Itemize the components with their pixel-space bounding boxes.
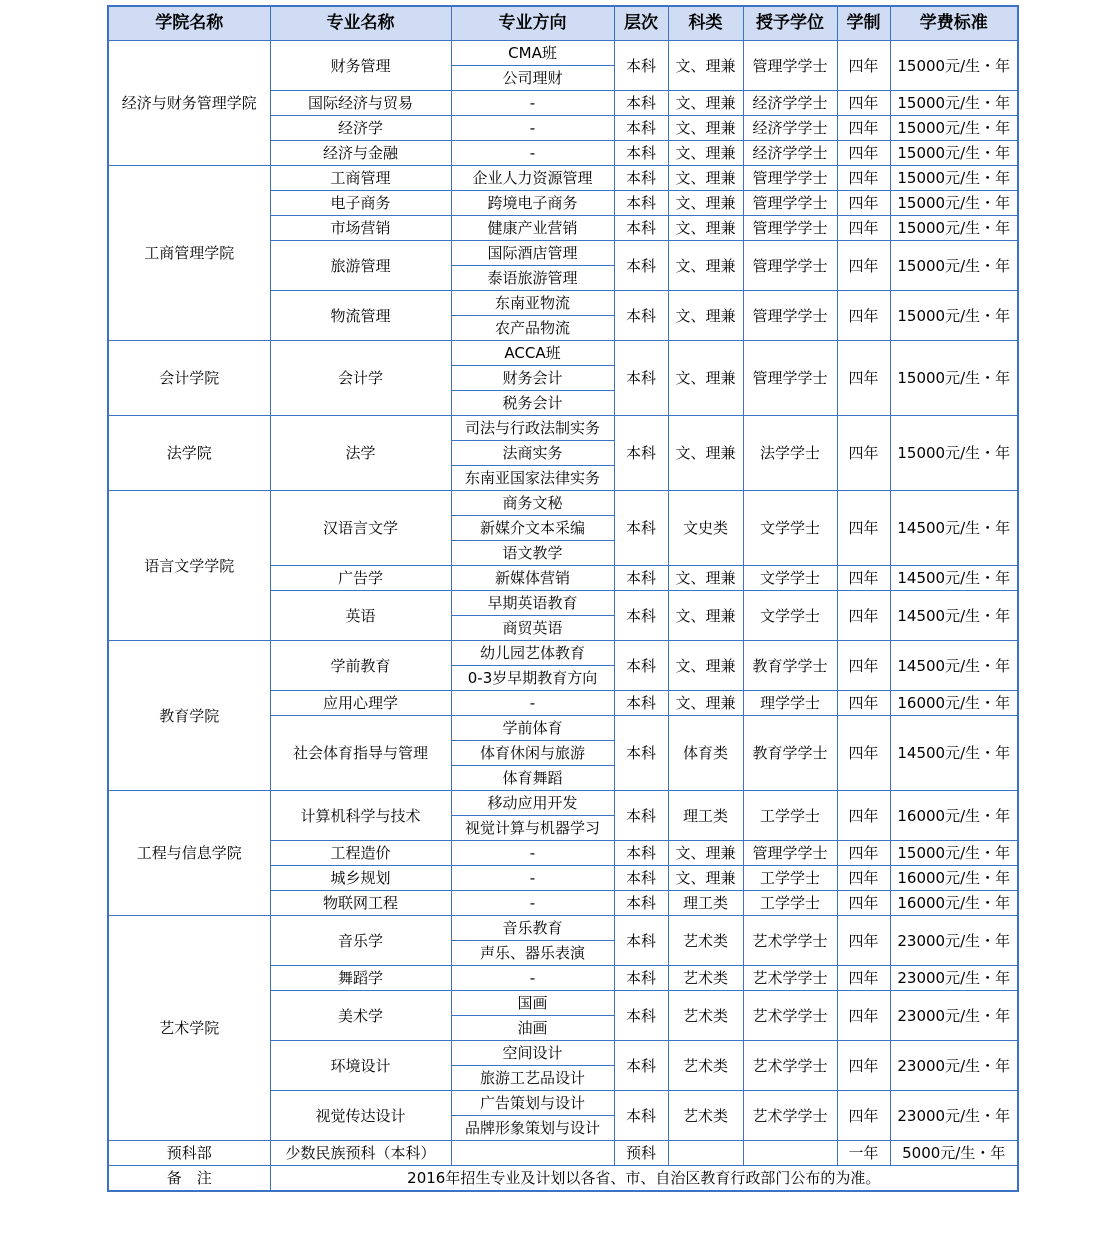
level-cell: 本科 — [614, 591, 668, 641]
category-cell: 文、理兼 — [668, 841, 743, 866]
major-direction: 油画 — [451, 1016, 614, 1041]
level-cell: 本科 — [614, 991, 668, 1041]
table-body — [108, 41, 1018, 1166]
major-direction: 农产品物流 — [451, 316, 614, 341]
header-level: 层次 — [614, 6, 668, 41]
header-degree: 授予学位 — [743, 6, 837, 41]
fee-cell: 16000元/生・年 — [890, 691, 1018, 716]
major-name: 市场营销 — [270, 216, 451, 241]
level-cell: 本科 — [614, 341, 668, 416]
duration-cell: 四年 — [837, 1091, 890, 1141]
level-cell: 本科 — [614, 416, 668, 491]
major-direction: 东南亚国家法律实务 — [451, 466, 614, 491]
duration-cell: 四年 — [837, 691, 890, 716]
category-cell: 文、理兼 — [668, 566, 743, 591]
major-direction: 体育休闲与旅游 — [451, 741, 614, 766]
duration-cell: 四年 — [837, 416, 890, 491]
major-direction: 声乐、器乐表演 — [451, 941, 614, 966]
degree-cell: 管理学学士 — [743, 291, 837, 341]
header-duration: 学制 — [837, 6, 890, 41]
duration-cell: 四年 — [837, 216, 890, 241]
category-cell: 文、理兼 — [668, 691, 743, 716]
level-cell: 预科 — [614, 1141, 668, 1166]
major-direction: 国际酒店管理 — [451, 241, 614, 266]
degree-cell: 法学学士 — [743, 416, 837, 491]
major-direction — [451, 1141, 614, 1166]
major-direction: - — [451, 691, 614, 716]
major-direction: 企业人力资源管理 — [451, 166, 614, 191]
fee-cell: 15000元/生・年 — [890, 91, 1018, 116]
fee-cell: 14500元/生・年 — [890, 591, 1018, 641]
degree-cell — [743, 1141, 837, 1166]
major-direction: - — [451, 116, 614, 141]
major-direction: 泰语旅游管理 — [451, 266, 614, 291]
fee-cell: 14500元/生・年 — [890, 566, 1018, 591]
category-cell: 文、理兼 — [668, 91, 743, 116]
duration-cell: 四年 — [837, 841, 890, 866]
major-direction: - — [451, 966, 614, 991]
category-cell: 文、理兼 — [668, 116, 743, 141]
duration-cell: 四年 — [837, 191, 890, 216]
fee-cell: 16000元/生・年 — [890, 791, 1018, 841]
degree-cell: 管理学学士 — [743, 341, 837, 416]
major-name: 旅游管理 — [270, 241, 451, 291]
duration-cell: 四年 — [837, 341, 890, 416]
category-cell: 文、理兼 — [668, 41, 743, 91]
major-name: 经济学 — [270, 116, 451, 141]
major-name: 工程造价 — [270, 841, 451, 866]
major-name: 广告学 — [270, 566, 451, 591]
degree-cell: 管理学学士 — [743, 241, 837, 291]
level-cell: 本科 — [614, 116, 668, 141]
level-cell: 本科 — [614, 41, 668, 91]
fee-cell: 14500元/生・年 — [890, 491, 1018, 566]
major-direction: 新媒介文本采编 — [451, 516, 614, 541]
major-direction: 移动应用开发 — [451, 791, 614, 816]
major-direction: - — [451, 866, 614, 891]
duration-cell: 四年 — [837, 591, 890, 641]
fee-cell: 15000元/生・年 — [890, 166, 1018, 191]
fee-cell: 23000元/生・年 — [890, 916, 1018, 966]
level-cell: 本科 — [614, 191, 668, 216]
duration-cell: 四年 — [837, 566, 890, 591]
category-cell: 理工类 — [668, 891, 743, 916]
major-direction: 国画 — [451, 991, 614, 1016]
category-cell: 文、理兼 — [668, 241, 743, 291]
major-name: 电子商务 — [270, 191, 451, 216]
major-direction: 体育舞蹈 — [451, 766, 614, 791]
degree-cell: 文学学士 — [743, 491, 837, 566]
level-cell: 本科 — [614, 491, 668, 566]
fee-cell: 5000元/生・年 — [890, 1141, 1018, 1166]
degree-cell: 艺术学学士 — [743, 966, 837, 991]
duration-cell: 四年 — [837, 916, 890, 966]
fee-cell: 15000元/生・年 — [890, 141, 1018, 166]
table-row — [108, 641, 1018, 666]
level-cell: 本科 — [614, 891, 668, 916]
major-direction: 东南亚物流 — [451, 291, 614, 316]
header-row — [108, 6, 1018, 41]
major-name: 舞蹈学 — [270, 966, 451, 991]
major-name: 物流管理 — [270, 291, 451, 341]
duration-cell: 四年 — [837, 991, 890, 1041]
college-name: 会计学院 — [108, 341, 270, 416]
duration-cell: 一年 — [837, 1141, 890, 1166]
level-cell: 本科 — [614, 866, 668, 891]
category-cell — [668, 1141, 743, 1166]
major-name: 财务管理 — [270, 41, 451, 91]
category-cell: 文、理兼 — [668, 191, 743, 216]
level-cell: 本科 — [614, 566, 668, 591]
major-direction: 空间设计 — [451, 1041, 614, 1066]
degree-cell: 理学学士 — [743, 691, 837, 716]
college-name: 工程与信息学院 — [108, 791, 270, 916]
duration-cell: 四年 — [837, 41, 890, 91]
major-name: 计算机科学与技术 — [270, 791, 451, 841]
duration-cell: 四年 — [837, 966, 890, 991]
category-cell: 文、理兼 — [668, 416, 743, 491]
level-cell: 本科 — [614, 641, 668, 691]
category-cell: 文、理兼 — [668, 216, 743, 241]
table-row — [108, 341, 1018, 366]
fee-cell: 14500元/生・年 — [890, 641, 1018, 691]
major-direction: - — [451, 841, 614, 866]
category-cell: 文、理兼 — [668, 291, 743, 341]
fee-cell: 15000元/生・年 — [890, 216, 1018, 241]
degree-cell: 经济学学士 — [743, 91, 837, 116]
category-cell: 文、理兼 — [668, 591, 743, 641]
fee-cell: 23000元/生・年 — [890, 966, 1018, 991]
remark-label: 备 注 — [108, 1166, 270, 1192]
major-direction: 公司理财 — [451, 66, 614, 91]
category-cell: 文、理兼 — [668, 641, 743, 691]
level-cell: 本科 — [614, 241, 668, 291]
degree-cell: 艺术学学士 — [743, 916, 837, 966]
major-name: 汉语言文学 — [270, 491, 451, 566]
header-direction: 专业方向 — [451, 6, 614, 41]
duration-cell: 四年 — [837, 166, 890, 191]
major-name: 国际经济与贸易 — [270, 91, 451, 116]
duration-cell: 四年 — [837, 291, 890, 341]
remark-row — [108, 1166, 1018, 1192]
header-category: 科类 — [668, 6, 743, 41]
major-direction: - — [451, 91, 614, 116]
level-cell: 本科 — [614, 1091, 668, 1141]
major-direction: 健康产业营销 — [451, 216, 614, 241]
level-cell: 本科 — [614, 1041, 668, 1091]
major-name: 会计学 — [270, 341, 451, 416]
tuition-table — [107, 5, 1019, 1192]
category-cell: 艺术类 — [668, 916, 743, 966]
table-row — [108, 916, 1018, 941]
category-cell: 艺术类 — [668, 966, 743, 991]
major-direction: 跨境电子商务 — [451, 191, 614, 216]
major-name: 物联网工程 — [270, 891, 451, 916]
table-row — [108, 1141, 1018, 1166]
college-name: 经济与财务管理学院 — [108, 41, 270, 166]
level-cell: 本科 — [614, 691, 668, 716]
major-name: 英语 — [270, 591, 451, 641]
table-row — [108, 791, 1018, 816]
fee-cell: 15000元/生・年 — [890, 341, 1018, 416]
degree-cell: 管理学学士 — [743, 41, 837, 91]
table-row — [108, 491, 1018, 516]
category-cell: 体育类 — [668, 716, 743, 791]
category-cell: 文、理兼 — [668, 341, 743, 416]
duration-cell: 四年 — [837, 791, 890, 841]
duration-cell: 四年 — [837, 141, 890, 166]
major-direction: 广告策划与设计 — [451, 1091, 614, 1116]
major-direction: 商贸英语 — [451, 616, 614, 641]
category-cell: 文、理兼 — [668, 166, 743, 191]
table-row — [108, 41, 1018, 66]
major-direction: 语文教学 — [451, 541, 614, 566]
fee-cell: 15000元/生・年 — [890, 841, 1018, 866]
major-name: 环境设计 — [270, 1041, 451, 1091]
degree-cell: 工学学士 — [743, 791, 837, 841]
major-name: 经济与金融 — [270, 141, 451, 166]
degree-cell: 艺术学学士 — [743, 991, 837, 1041]
major-name: 应用心理学 — [270, 691, 451, 716]
major-name: 美术学 — [270, 991, 451, 1041]
major-direction: 司法与行政法制实务 — [451, 416, 614, 441]
fee-cell: 15000元/生・年 — [890, 416, 1018, 491]
degree-cell: 管理学学士 — [743, 216, 837, 241]
degree-cell: 文学学士 — [743, 566, 837, 591]
fee-cell: 15000元/生・年 — [890, 191, 1018, 216]
level-cell: 本科 — [614, 841, 668, 866]
major-name: 法学 — [270, 416, 451, 491]
table-row — [108, 166, 1018, 191]
major-name: 少数民族预科（本科） — [270, 1141, 451, 1166]
college-name: 预科部 — [108, 1141, 270, 1166]
fee-cell: 15000元/生・年 — [890, 116, 1018, 141]
header-major: 专业名称 — [270, 6, 451, 41]
college-name: 艺术学院 — [108, 916, 270, 1141]
degree-cell: 教育学学士 — [743, 716, 837, 791]
duration-cell: 四年 — [837, 891, 890, 916]
category-cell: 艺术类 — [668, 991, 743, 1041]
college-name: 工商管理学院 — [108, 166, 270, 341]
degree-cell: 经济学学士 — [743, 141, 837, 166]
degree-cell: 艺术学学士 — [743, 1041, 837, 1091]
fee-cell: 15000元/生・年 — [890, 291, 1018, 341]
major-direction: - — [451, 141, 614, 166]
fee-cell: 23000元/生・年 — [890, 991, 1018, 1041]
major-direction: 音乐教育 — [451, 916, 614, 941]
major-direction: 财务会计 — [451, 366, 614, 391]
category-cell: 文、理兼 — [668, 866, 743, 891]
category-cell: 艺术类 — [668, 1041, 743, 1091]
fee-cell: 15000元/生・年 — [890, 241, 1018, 291]
fee-cell: 14500元/生・年 — [890, 716, 1018, 791]
duration-cell: 四年 — [837, 116, 890, 141]
major-direction: 商务文秘 — [451, 491, 614, 516]
major-name: 音乐学 — [270, 916, 451, 966]
duration-cell: 四年 — [837, 716, 890, 791]
major-direction: 新媒体营销 — [451, 566, 614, 591]
major-direction: 税务会计 — [451, 391, 614, 416]
college-name: 教育学院 — [108, 641, 270, 791]
degree-cell: 工学学士 — [743, 866, 837, 891]
major-direction: 旅游工艺品设计 — [451, 1066, 614, 1091]
table-row — [108, 416, 1018, 441]
major-direction: 早期英语教育 — [451, 591, 614, 616]
fee-cell: 23000元/生・年 — [890, 1041, 1018, 1091]
level-cell: 本科 — [614, 91, 668, 116]
duration-cell: 四年 — [837, 241, 890, 291]
major-direction: 幼儿园艺体教育 — [451, 641, 614, 666]
level-cell: 本科 — [614, 141, 668, 166]
major-name: 社会体育指导与管理 — [270, 716, 451, 791]
college-name: 法学院 — [108, 416, 270, 491]
degree-cell: 管理学学士 — [743, 191, 837, 216]
degree-cell: 文学学士 — [743, 591, 837, 641]
major-direction: 0-3岁早期教育方向 — [451, 666, 614, 691]
major-direction: 视觉计算与机器学习 — [451, 816, 614, 841]
fee-cell: 16000元/生・年 — [890, 891, 1018, 916]
major-direction: 学前体育 — [451, 716, 614, 741]
level-cell: 本科 — [614, 791, 668, 841]
fee-cell: 23000元/生・年 — [890, 1091, 1018, 1141]
major-name: 视觉传达设计 — [270, 1091, 451, 1141]
level-cell: 本科 — [614, 966, 668, 991]
degree-cell: 艺术学学士 — [743, 1091, 837, 1141]
duration-cell: 四年 — [837, 491, 890, 566]
duration-cell: 四年 — [837, 866, 890, 891]
level-cell: 本科 — [614, 291, 668, 341]
level-cell: 本科 — [614, 716, 668, 791]
fee-cell: 15000元/生・年 — [890, 41, 1018, 91]
header-college: 学院名称 — [108, 6, 270, 41]
major-direction: - — [451, 891, 614, 916]
major-direction: 法商实务 — [451, 441, 614, 466]
category-cell: 文、理兼 — [668, 141, 743, 166]
major-name: 工商管理 — [270, 166, 451, 191]
category-cell: 艺术类 — [668, 1091, 743, 1141]
duration-cell: 四年 — [837, 641, 890, 691]
level-cell: 本科 — [614, 166, 668, 191]
degree-cell: 教育学学士 — [743, 641, 837, 691]
college-name: 语言文学学院 — [108, 491, 270, 641]
major-name: 学前教育 — [270, 641, 451, 691]
fee-cell: 16000元/生・年 — [890, 866, 1018, 891]
duration-cell: 四年 — [837, 1041, 890, 1091]
major-direction: CMA班 — [451, 41, 614, 66]
level-cell: 本科 — [614, 916, 668, 966]
level-cell: 本科 — [614, 216, 668, 241]
category-cell: 理工类 — [668, 791, 743, 841]
degree-cell: 工学学士 — [743, 891, 837, 916]
header-fee: 学费标准 — [890, 6, 1018, 41]
remark-text: 2016年招生专业及计划以各省、市、自治区教育行政部门公布的为准。 — [270, 1166, 1018, 1192]
major-name: 城乡规划 — [270, 866, 451, 891]
major-direction: ACCA班 — [451, 341, 614, 366]
major-direction: 品牌形象策划与设计 — [451, 1116, 614, 1141]
duration-cell: 四年 — [837, 91, 890, 116]
category-cell: 文史类 — [668, 491, 743, 566]
degree-cell: 管理学学士 — [743, 841, 837, 866]
degree-cell: 管理学学士 — [743, 166, 837, 191]
degree-cell: 经济学学士 — [743, 116, 837, 141]
